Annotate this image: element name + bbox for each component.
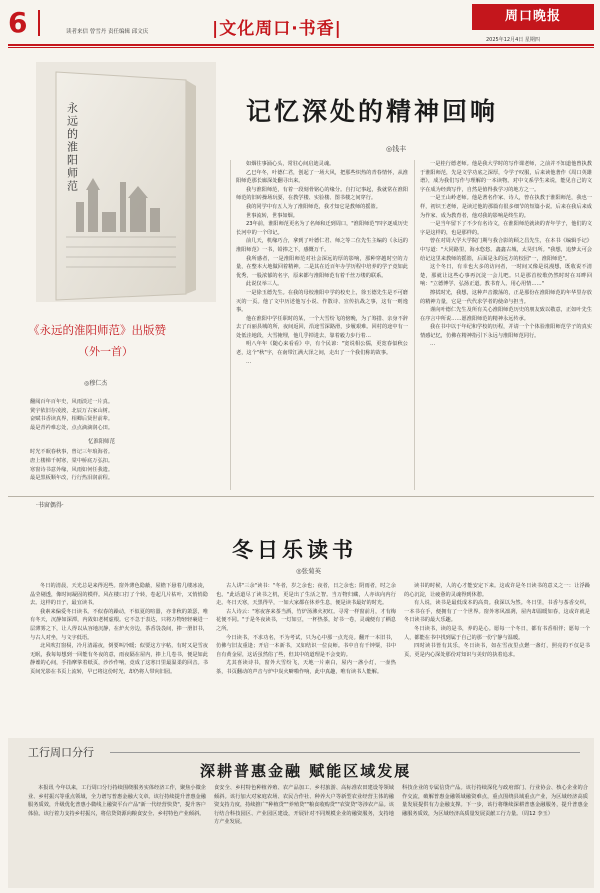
paragraph: 23年前，淮阳师范更名为了名师和迁到周口，"淮阳师范"四字逐成历史长河中的一个印记。	[236, 221, 408, 236]
header-rule-thin	[8, 47, 594, 48]
paragraph: 前几天，机缘巧合，拿到了叶德仁君、师之等二位先生主编的《永远的淮阳师范》一书，铅捧之下，感慨万千。	[236, 238, 408, 253]
paragraph: 世事流转，世事如烟。	[246, 212, 298, 219]
paragraph: 四时读书皆有其乐，冬日读书，如在雪夜里点燃一盏灯，照亮的不仅是书页，更是内心深处那份对知识与美好的执着追求。	[404, 643, 590, 658]
paragraph: 食安全、乡村特色种植养殖、农产品加工、乡村旅游、高标准农田建设等领域倾斜。该行加大对家庭农场、农民合作社、种养大户等新型农业经营主体的融资支持力度，持续推广"种植贷""养殖贷""粮食收购贷""农资贷"等涉农产品。该行结合科技园区、产业园区建设，开展针对不同规模企业的融资服务，支持地方产业发展。	[214, 785, 394, 826]
paragraph: 我的同学中有五人为了淮阳师范，我才知它是教师的摇篮。	[246, 203, 381, 210]
paragraph: 读书的时候，人的心才能安定下来。这或许是冬日读书的意义之一：让浮躁的心沉淀，让疲惫的灵魂得到休憩。	[404, 583, 590, 598]
poem-line: 最是黑板顺年改，行行热泪润前程。	[30, 475, 114, 482]
section-title: |文化周口·书香|	[212, 19, 342, 39]
column-tag: ·书窗偶得·	[36, 502, 64, 509]
paragraph: 谨向叶德仁先生及所有关心淮阳师范历史的朋友致以敬意，正如叶先生在序言中所说……愿淮阳师范的精神永远传承。	[420, 307, 592, 322]
paragraph: …	[246, 358, 252, 365]
paragraph: 冬日读书，读的是书，养的是心。愿每一个冬日，都有书香相伴；愿每一个人，都能在书中找到属于自己的那一份宁静与温暖。	[404, 625, 590, 641]
bank-news-column-1	[28, 784, 206, 884]
paragraph: 擦拭时光，我想，这种声音激荡的，正是那份在淮阳师范的年华里存放的精神力量，它是一代代求学者的使命与担当。	[420, 289, 592, 305]
bank-news-column-2	[214, 784, 394, 884]
bank-news-rule	[110, 752, 580, 753]
paragraph: 我所感者，一是淮阳师范对社会深远的厚的影响，那种穿越时空的力量，在整本大地做回着精神。二是其在近百年办学历程中培养的学子竟如此优秀，一股浓郁的名字，原来都与淮阳师范有着千丝万缕的联系。	[236, 255, 408, 279]
paragraph: 北风吹打窗棂，冷月清霜夜，倒要叫冷暖；似要这方字帖，有时又是雪夜无眠，我每每想到一回能有冬夜的意，雨夜隔在屋内，捧上几卷书，便是如此静谧的心间，手指摩挲着纸页，沙沙作响，竟成了这寒日里最温柔的回音。书页间光影在书页上流转，早已将这份时光，却仍将人带向旧园。	[30, 643, 208, 675]
poem-line: 奋赋书香读真界，相卿后贤世前辈。	[30, 416, 114, 423]
paragraph: 一是王山岭老师。他是著名作家、诗人，曾在执教于淮阳师范，我也一样，初识王老师，是读过他的那篇有很多细节的短篇小说。后来在我后来成为作家、成为教育者，他对我的影响是终生的。	[420, 195, 592, 219]
paragraph: 我素来偏爱冬日读书。不似春的躁动，不似夏的喧嚣，亦非秋的萧瑟，唯有冬天，沉静如深潭，内敛如老树虚根。它不急于表达，只将万物轻轻裹进一层薄雾之下，让人得以从容地沉静，在炉火旁边，茶香袅袅间，捧一册旧书，与古人对坐，与文字低语。	[30, 608, 208, 641]
reading-column-1	[30, 582, 208, 732]
poem-line: 翻阅百年百年史，风雨淡过一片真。	[30, 399, 114, 405]
column-divider	[230, 160, 231, 490]
book-cover-image	[36, 62, 216, 302]
paragraph: 如烟往事涌心头，常驻心间启迪灵魂。	[246, 161, 335, 167]
reading-column-3	[404, 582, 590, 732]
poem-line: 最是青衿难忘处，点点滴滴润心田。	[30, 424, 114, 431]
paragraph: 乙巳年冬，叶德仁君，创起了一场大风，把那些炽热的青春情怀，从淮阳师范那长廊深处翻寻出来。	[236, 169, 408, 185]
poem-line: 时光不眠春秋事，曾记三年琅海者。	[30, 449, 114, 456]
reading-title: 冬日乐读书	[232, 537, 357, 562]
paragraph: 一是当年留下了不少有名诗文，在淮阳师范就读的青年学子，他们的文字是这样的，也是那样的。	[420, 221, 592, 236]
poem-title: 《永远的淮阳师范》出版赞	[28, 323, 166, 337]
paragraph: 曾在对周大学大学院门期与我合影的顾之昌先生，在本书《编辑手记》中写道："大同路里，海水悠悠。鑫鑫古城，太昊归所。"我想，追梦太可会给记这里来教师的摇篮，后面是永的远方的校园"一，淮阳师范"。	[420, 238, 592, 262]
poem-body	[30, 398, 220, 483]
paragraph: 科技企业的专属信贷产品。该行持续深化与政府部门、行业协会、核心企业的合作交流，破解普惠金融领域融资难点，重点围绕县域重点产业，为区域经济高质量发展提供有力金融支撑。下一步，该行将继续深耕普惠金融服务，提升普惠金融服务质效，为区域经济高质量发展贡献工行力量。（周12 李玉）	[402, 785, 588, 817]
paragraph: 一是徐玉德先生。在我的母校淮阳中学的校史上，徐玉德先生是不可磨灭的一页。他了文中历述他写小说、作散诗、宣传抗战之事，这有一则逸事。	[236, 289, 408, 314]
feature-author: ◎钱丰	[386, 145, 407, 153]
page-number: 6	[8, 6, 28, 39]
bank-news-title: 深耕普惠金融 赋能区域发展	[200, 762, 412, 780]
paragraph: …	[430, 341, 436, 348]
paragraph: 今日读书，不求功名，不为考试，只为心中那一点光亮。翻开一本旧书，仿佛与旧友重逢；开启一本新书，又如结识一位良师。书中自有千钟粟，书中自有黄金屋，这话虽然俗了些，但其中的道理是不会变的。	[216, 634, 396, 658]
editor-line: 读者来信 曾雪丹 责任编辑 邱文庆	[66, 29, 149, 35]
paragraph: 本报讯 今年以来，工行周口分行持续围绕服务实体经济工作，聚焦小微企业、乡村振兴等重点领域，全力谱写普惠金融大文章。该行持续提升普惠金融服务质效，升级优化普惠小微线上融资平台产品"新一代经营快贷"，提升客户体验。该行着力支持乡村振兴，将信贷资源向粮食安全、乡村特色产业倾斜。	[28, 785, 206, 817]
paragraph: 古人诗云："寒夜客来茶当酒，竹炉汤沸火初红。寻常一样窗前月，才有梅花便不同。"于是冬夜读书，一灯如豆，一杯热茶，好书一卷，灵魂便有了栖息之所。	[216, 608, 396, 632]
poem-author: ◎穆仁杰	[84, 380, 108, 387]
feature-column-2	[236, 160, 408, 490]
bank-news-tag: 工行周口分行	[28, 746, 94, 759]
bank-news-column-3	[402, 784, 588, 884]
poem2-title: 忆淮阳师范	[88, 439, 115, 446]
paragraph: 我在书中以于年纪和学校的历程，并请一个个体验淮阳师范学子的真实情感记忆，仿佛在精神指引下永远与淮阳师范同行。	[420, 324, 592, 339]
reading-column-2	[216, 582, 396, 732]
issue-date: 2025年12月4日 星期四	[486, 37, 540, 43]
book-cover-title: 永远的淮阳师范	[65, 102, 79, 193]
paragraph: 明八年年《随心来看看》中，有个民谚："宽说相公儒，更宽春似秋公老，这个"秋"字，在南带江满大泽之间，走出了一个我们称的故事。	[236, 341, 408, 357]
column-divider	[414, 160, 415, 490]
poem-line: 寒窗诗书意外缘，风雨如何任我遗。	[30, 466, 114, 473]
paragraph: 他在淮阳中学任职时的某，一个大雪纷飞的傍晚，为了筹措、亲身不辞去了百丽县城的所，夜间返回，沿途雪深路滑，步履艰难。回村的途中有一处低洼地段，大雪掩埋，他几乎掉进去，靠着毅力步行着…	[236, 315, 408, 339]
header-rule	[8, 44, 594, 46]
paragraph: 一是桂行德老师。他是我大学时的写作课老师，之前并不知道他曾执教于淮阳师范，先是文学功底之深厚，令学子叹服，后来读他著作《周口英雄谱》，成为我们写作与理解的一本读物。对中文系学生来说，能见自己的文字在成为经典写作，自然是值得我学习的地方之一。	[420, 161, 592, 193]
paragraph: 这个冬日，有幸也大多的访问者，一时间又像是说漫想，既收说不清楚，那就让这些心事再沉淀一会儿吧。只是那首校歌仍然时时在耳畔回响："立德博学、弘扬正道。教书育人、用心用情……"	[420, 264, 592, 288]
feature-title: 记忆深处的精神回响	[246, 97, 499, 126]
paragraph: 尤其喜读诗书，窗外大雪纷飞，天地一片素白，屋内一盏小灯，一壶热茶，书页翻动的声音与炉中炭火噼啪作响，此中真趣，唯有读书人能解。	[216, 660, 396, 675]
paragraph: 古人讲"三余"读书："冬者，岁之余也；夜者，日之余也；阴雨者，时之余也。"此话道尽了读书之机，更是出了生活之智。当万物归藏，人亦该向内行走。冬日天寒，天黑得早，一如大家都在休养生息，便是读书最好的时光。	[216, 583, 396, 607]
poem-subtitle: （外一首）	[78, 345, 133, 358]
paragraph: 此说仅举三人。	[246, 281, 283, 288]
paragraph: 冬日的清晨，天光总是来得迟些。窗外薄色隐蔽，屋檐下悬着几缕冰凌，晶莹剔透，像时间凝固的模样。风在楼口打了个转，卷起几片枯叶，又悄悄隐去。这样的日子，最宜读书。	[30, 583, 208, 607]
poem-line: 唐上楼梯千树寒，棠中桥底万弘扣。	[30, 457, 114, 464]
newspaper-logo: 周口晚报	[472, 4, 594, 30]
feature-column-3	[420, 160, 592, 490]
section-divider	[8, 496, 594, 497]
reading-author: ◎张菊英	[296, 567, 322, 575]
paragraph: 有人说，读书是最低成本的高贵。我深以为然。冬日里，书香与茶香交织，一本书在手，便拥有了一个世界。窗外寒风凛冽，屋内却温暖如春，这或许就是冬日读书的最大乐趣。	[404, 600, 590, 624]
page-number-rule	[38, 10, 40, 36]
paragraph: 我与淮阳师范，有着一段刻骨铭心的缘分。自打记事起，我就常在淮阳师范的旧砖操场玩耍，在教学楼、实验楼、图书楼之间穿行。	[236, 186, 408, 202]
poem-line: 黉宇依旧存凌渡，北辰万古家山树。	[30, 407, 114, 414]
